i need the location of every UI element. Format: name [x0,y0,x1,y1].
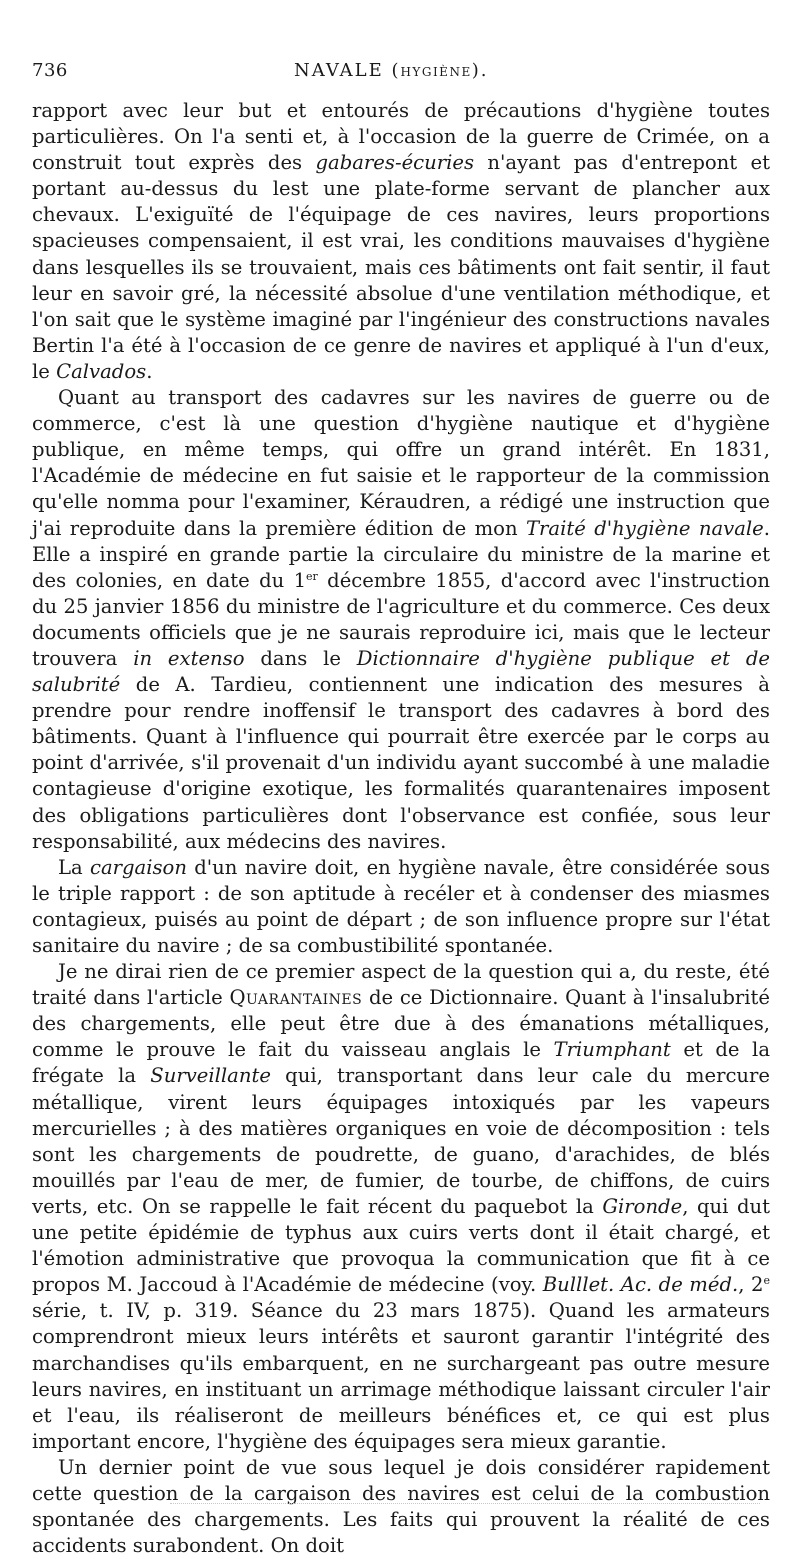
paragraph-4-text-6: , 2 [738,1273,764,1297]
paragraph-1-text-2: n'ayant pas d'entrepont et portant au-dessus du lest une plate-forme servant de plancher aux chevaux. L'exiguïté de l'équipage de ces navires, leurs proportions spacieuses compensaient, il est vrai, les conditions mauvaises d'hygiène dans lesquelles ils se trouvaient, mais ces bâtiments ont fait sentir, il faut leur en savoir gré, la nécessité absolue d'une ventilation méthodique, et l'on sait que le système imaginé par l'ingénieur des constructions navales Bertin l'a été à l'occasion de ce genre de navires et appliqué à l'un d'eux, le [32,151,771,383]
paragraph-3-text-2: d'un navire doit, en hygiène navale, être considérée sous le triple rapport : de son aptitude à recéler et à condenser des miasmes contagieux, puisés au point de départ ; de son influence propre sur l'état sanitaire du navire ; de sa combustibilité spontanée. [32,855,771,957]
article-ref-quarantaines: Quarantaines [229,986,363,1010]
paragraph-2-text-3: décembre 1855, d'accord avec l'instruction du 25 janvier 1856 du ministre de l'agriculture et du commerce. Ces deux documents officiels que je ne saurais reproduire ici, mais que le lecteur trouvera [32,568,770,670]
paragraph-1-text-3: . [146,359,153,383]
paragraph-3-text-1: La [58,855,90,879]
superscript-e: e [763,1274,770,1288]
paragraph-4 [32,959,770,1455]
paragraph-4-text-4: qui, transportant dans leur cale du mercure métallique, virent leurs équipages intoxiqués par les vapeurs mercurielles ; à des matières organiques en voie de décomposition : tels sont les chargements de poudrette, de guano, d'arachides, de blés mouillés par l'eau de mer, de fumier, de tourbe, de chiffons, de cuirs verts, etc. On se rappelle le fait récent du paquebot la [32,1064,770,1218]
document-page [32,58,770,1559]
ship-name-calvados: Calvados [56,359,147,383]
paragraph-5 [32,1455,770,1559]
paragraph-4-text-2: de ce Dictionnaire. Quant à l'insalubrité des chargements, elle peut être due à des émanations métalliques, comme le prouve le fait du vaisseau anglais le [32,986,771,1062]
term-cargaison: cargaison [89,855,187,879]
book-title-dictionnaire: Dictionnaire d'hygiène publique et de salubrité [32,646,770,697]
term-in-extenso: in extenso [133,646,245,670]
running-head [32,58,770,98]
body-text [32,98,770,1559]
paragraph-1 [32,98,770,385]
page-number: 736 [32,60,68,81]
paragraph-2-text-2: . Elle a inspiré en grande partie la circulaire du ministre de la marine et des colonies, en date du 1 [32,516,770,592]
ship-name-triumphant: Triumphant [553,1038,671,1062]
ship-name-gironde: Gironde [602,1194,683,1218]
paragraph-4-text-3: et de la frégate la [32,1038,770,1088]
paragraph-5-text-1: Un dernier point de vue sous lequel je dois considérer rapidement cette question de la cargaison des navires est celui de la combustion spontanée des chargements. Les faits qui prouvent la réalité de ces accidents surabondent. On doit [32,1455,770,1558]
book-title-traite: Traité d'hygiène navale [525,516,764,540]
paragraph-4-text-5: , qui dut une petite épidémie de typhus aux cuirs verts dont il était chargé, et l'émotion administrative que provoqua la communication que fit à ce propos M. Jaccoud à l'Académie de médecine (voy. [32,1194,770,1297]
citation-bulletin: Bulllet. Ac. de méd. [542,1273,739,1297]
running-title-close: ). [471,60,489,81]
running-title-main: NAVALE ( [294,60,401,81]
paragraph-2 [32,385,770,855]
ship-name-surveillante: Surveillante [150,1064,271,1088]
paragraph-2-text-4: dans le [244,646,357,670]
footer-scan-rule [170,1503,760,1504]
running-title [294,60,488,81]
term-gabares-ecuries: gabares-écuries [315,151,475,175]
running-title-small: HYGIÈNE [400,65,472,79]
paragraph-1-text-1: rapport avec leur but et entourés de précautions d'hygiène toutes particulières. On l'a senti et, à l'occasion de la guerre de Crimée, on a construit tout exprès des [32,99,770,175]
paragraph-4-text-1: Je ne dirai rien de ce premier aspect de la question qui a, du reste, été traité dans l'article [32,960,770,1010]
paragraph-4-text-7: série, t. IV, p. 319. Séance du 23 mars 1875). Quand les armateurs comprendront mieux leurs intérêts et sauront garantir l'intégrité des marchandises qu'ils embarquent, en ne surchargeant pas outre mesure leurs navires, en instituant un arrimage méthodique laissant circuler l'air et l'eau, ils réaliseront de meilleurs bénéfices et, ce qui est plus important encore, l'hygiène des équipages sera mieux garantie. [32,1299,770,1453]
paragraph-2-text-5: de A. Tardieu, contiennent une indication des mesures à prendre pour rendre inoffensif le transport des cadavres à bord des bâtiments. Quant à l'influence qui pourrait être exercée par le corps au point d'arrivée, s'il provenait d'un individu ayant succombé à une maladie contagieuse d'origine exotique, les formalités quarantenaires imposent des obligations particulières dont l'observance est confiée, sous leur responsabilité, aux médecins des navires. [32,673,770,853]
paragraph-3 [32,855,770,959]
paragraph-2-text-1: Quant au transport des cadavres sur les navires de guerre ou de commerce, c'est là une question d'hygiène nautique et d'hygiène publique, en même temps, qui offre un grand intérêt. En 1831, l'Académie de médecine en fut saisie et le rapporteur de la commission qu'elle nomma pour l'examiner, Kéraudren, a rédigé une instruction que j'ai reproduite dans la première édition de mon [32,386,770,540]
superscript-er: er [306,569,318,583]
